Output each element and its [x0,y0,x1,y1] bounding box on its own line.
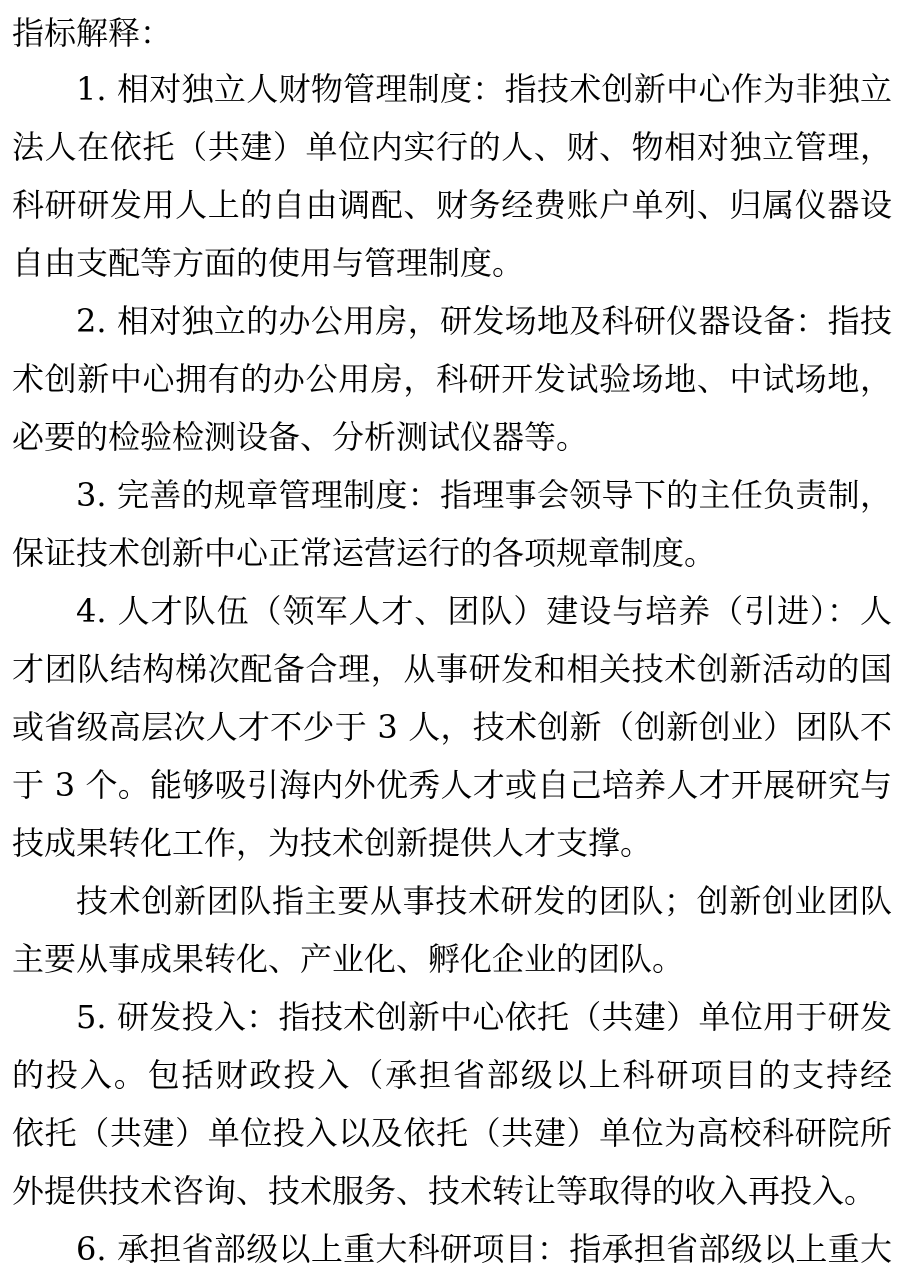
line-text: 6. 承担省部级以上重大科研项目：指承担省部级以上重大 [76,1230,892,1268]
heading-text: 指标解释： [12,14,173,52]
paragraph-line [76,1220,892,1278]
line-text: 2. 相对独立的办公用房，研发场地及科研仪器设备：指技 [76,302,892,340]
paragraph-line [12,1046,892,1104]
line-text: 或省级高层次人才不少于 3 人，技术创新（创新创业）团队不 [12,708,892,746]
paragraph-line [76,988,892,1046]
line-text: 的投入。包括财政投入（承担省部级以上科研项目的支持经 [12,1056,892,1094]
paragraph-line [76,872,892,930]
paragraph-line [12,1104,892,1162]
line-text: 4. 人才队伍（领军人才、团队）建设与培养（引进）：人 [76,592,892,630]
paragraph-line [12,234,892,292]
paragraph-line [12,756,892,814]
line-text: 外提供技术咨询、技术服务、技术转让等取得的收入再投入。 [12,1172,877,1210]
paragraph-line [76,60,892,118]
line-text: 技成果转化工作，为技术创新提供人才支撑。 [12,824,653,862]
paragraph-line [12,698,892,756]
line-text: 技术创新团队指主要从事技术研发的团队；创新创业团队 [76,882,892,920]
line-text: 3. 完善的规章管理制度：指理事会领导下的主任负责制， [76,476,892,514]
paragraph-line [76,292,892,350]
section-heading [12,4,312,62]
line-text: 保证技术创新中心正常运营运行的各项规章制度。 [12,534,717,572]
paragraph-line [12,350,892,408]
paragraph-line [12,1162,892,1220]
paragraph-line [12,814,892,872]
paragraph-line [12,524,892,582]
line-text: 自由支配等方面的使用与管理制度。 [12,244,525,282]
line-text: 必要的检验检测设备、分析测试仪器等。 [12,418,589,456]
line-text: 5. 研发投入：指技术创新中心依托（共建）单位用于研发 [76,998,892,1036]
line-text: 法人在依托（共建）单位内实行的人、财、物相对独立管理， [12,128,892,166]
paragraph-line [76,466,892,524]
line-text: 术创新中心拥有的办公用房，科研开发试验场地、中试场地， [12,360,892,398]
line-text: 依托（共建）单位投入以及依托（共建）单位为高校科研院所 [12,1114,892,1152]
line-text: 科研研发用人上的自由调配、财务经费账户单列、归属仪器设 [12,186,892,224]
line-text: 主要从事成果转化、产业化、孵化企业的团队。 [12,940,685,978]
line-text: 才团队结构梯次配备合理，从事研发和相关技术创新活动的国 [12,650,892,688]
paragraph-line [12,640,892,698]
paragraph-line [12,930,892,988]
paragraph-line [12,118,892,176]
paragraph-line [76,582,892,640]
paragraph-line [12,176,892,234]
line-text: 1. 相对独立人财物管理制度：指技术创新中心作为非独立 [76,70,892,108]
paragraph-line [12,408,892,466]
line-text: 于 3 个。能够吸引海内外优秀人才或自己培养人才开展研究与 [12,766,892,804]
